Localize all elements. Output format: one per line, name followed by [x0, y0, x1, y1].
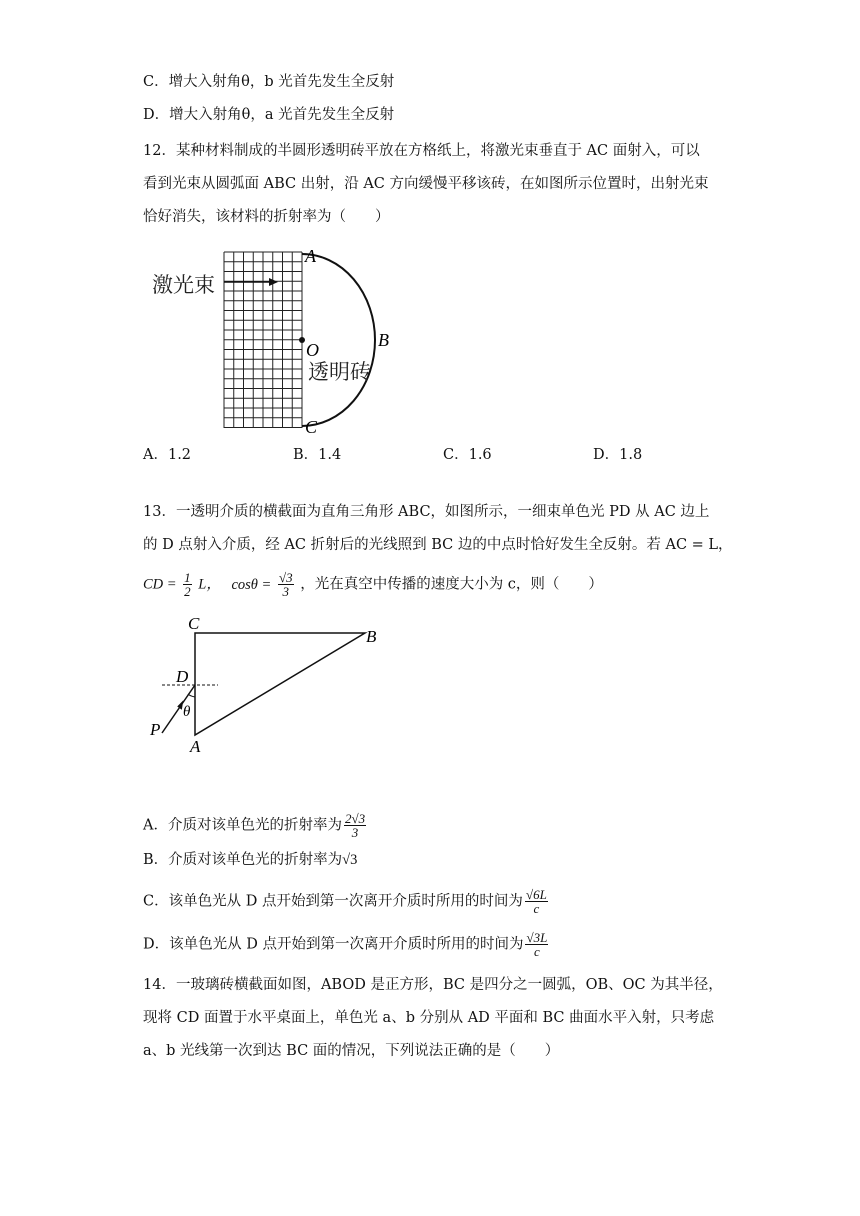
q12-option-a: A．1.2: [143, 447, 192, 463]
q13-stem-rest: ，光在真空中传播的速度大小为 c，则（ ）: [300, 576, 603, 593]
q13-stem-line3: [143, 571, 603, 598]
q11-option-c: C．增大入射角θ，b 光首先发生全反射: [143, 74, 395, 90]
l-text: L，: [198, 576, 221, 593]
q13-stem-line2: 的 D 点射入介质，经 AC 折射后的光线照到 BC 边的中点时恰好发生全反射。若 AC = L，: [143, 537, 733, 553]
label-o: O: [306, 340, 319, 360]
cd-eq: CD =: [143, 576, 177, 593]
q13-option-c: [143, 888, 550, 915]
label-b: B: [378, 330, 389, 350]
triangle-abc: [195, 633, 365, 735]
label-a: A: [190, 737, 201, 756]
q12-option-b: B．1.4: [293, 447, 342, 463]
q12-stem-line1: 12．某种材料制成的半圆形透明砖平放在方格纸上，将激光束垂直于 AC 面射入，可以: [143, 143, 700, 159]
q13-option-a-text: A．介质对该单色光的折射率为: [143, 817, 342, 834]
label-a: A: [305, 246, 316, 266]
q13-option-d: [143, 931, 550, 958]
laser-arrow-head: [269, 278, 278, 286]
label-d: D: [176, 667, 189, 686]
cos-fraction: $\frac{√3}{3}$: [278, 570, 293, 599]
q13-option-d-text: D．该单色光从 D 点开始到第一次离开介质时所用的时间为: [143, 936, 524, 953]
laser-label: 激光束: [152, 273, 215, 297]
q13-option-a: [143, 812, 368, 839]
q12-stem-line2: 看到光束从圆弧面 ABC 出射，沿 AC 方向缓慢平移该砖，在如图所示位置时，出射光束: [143, 176, 709, 192]
q12-stem-line3: 恰好消失，该材料的折射率为（ ）: [143, 209, 390, 225]
q13-option-c-text: C．该单色光从 D 点开始到第一次离开介质时所用的时间为: [143, 893, 523, 910]
q13-option-b-value: √3: [342, 852, 358, 868]
brick-label: 透明砖: [308, 360, 371, 384]
q13-stem-line1: 13．一透明介质的横截面为直角三角形 ABC，如图所示，一细束单色光 PD 从 AC 边上: [143, 504, 710, 520]
q11-option-d: D．增大入射角θ，a 光首先发生全反射: [143, 107, 395, 123]
q14-stem-line1: 14．一玻璃砖横截面如图，ABOD 是正方形，BC 是四分之一圆弧，OB、OC 为其半径，: [143, 977, 723, 993]
label-b: B: [366, 627, 377, 646]
q13-option-a-fraction: $\frac{2√3}{3}$: [344, 811, 366, 840]
grid-paper: [224, 252, 302, 428]
q13-option-c-fraction: $\frac{√6L}{c}$: [525, 887, 547, 916]
q13-option-d-fraction: $\frac{√3L}{c}$: [526, 930, 548, 959]
center-point-o: [299, 337, 305, 343]
q12-option-d: D．1.8: [593, 447, 643, 463]
label-p: P: [150, 720, 161, 739]
label-c: C: [188, 614, 200, 633]
label-theta: θ: [183, 704, 191, 720]
angle-arc: [188, 694, 195, 697]
q12-figure: [140, 240, 420, 440]
label-c: C: [305, 417, 318, 437]
cos-eq: cosθ =: [231, 576, 272, 593]
q13-option-b: [143, 850, 357, 870]
half-fraction: $\frac{1}{2}$: [184, 570, 191, 599]
q14-stem-line3: a、b 光线第一次到达 BC 面的情况，下列说法正确的是（ ）: [143, 1043, 560, 1059]
q12-option-c: C．1.6: [443, 447, 492, 463]
q13-option-b-text: B．介质对该单色光的折射率为: [143, 852, 343, 868]
q13-figure: [140, 612, 400, 762]
q14-stem-line2: 现将 CD 面置于水平桌面上，单色光 a、b 分别从 AD 平面和 BC 曲面水平入射，只考虑: [143, 1010, 715, 1026]
